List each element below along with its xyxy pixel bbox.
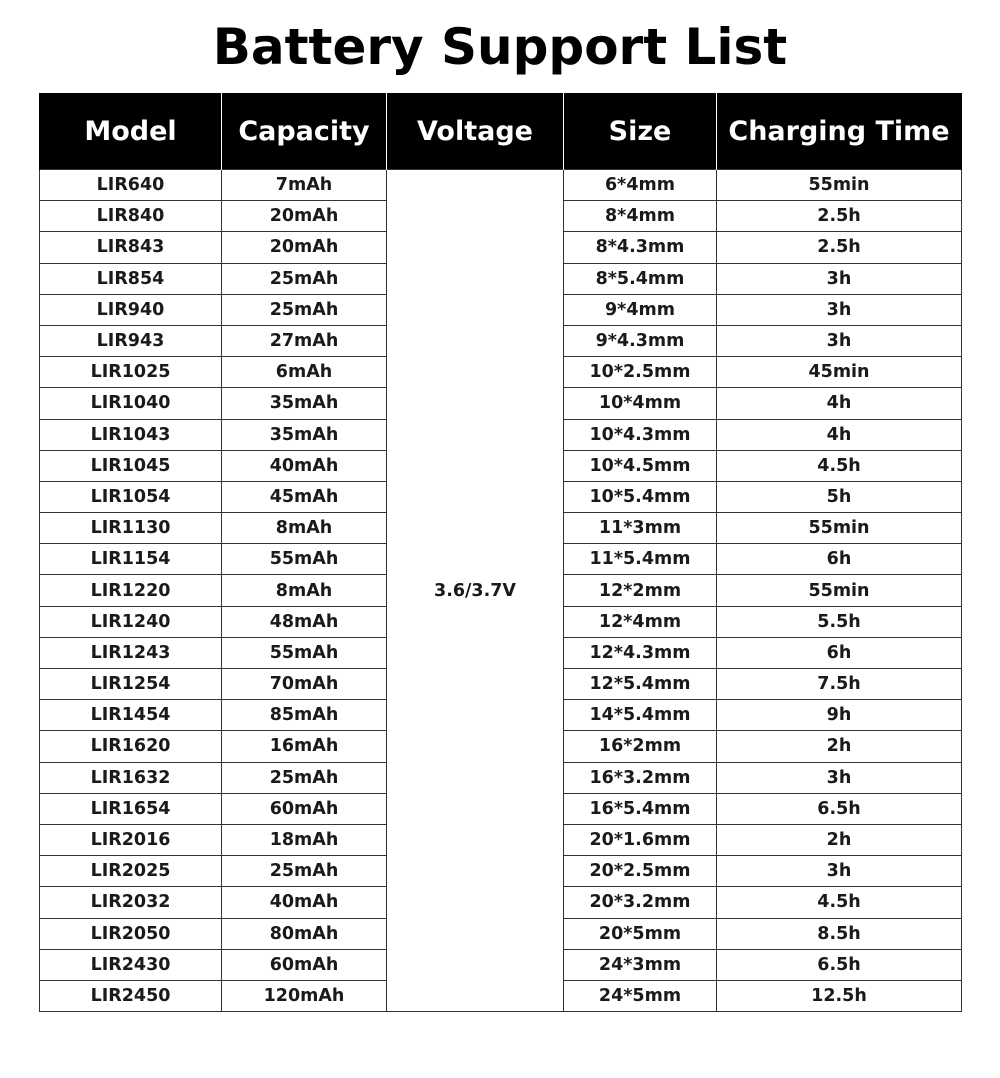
capacity-cell: 120mAh	[222, 980, 387, 1011]
capacity-cell: 16mAh	[222, 731, 387, 762]
model-cell: LIR1632	[40, 762, 222, 793]
model-cell: LIR1254	[40, 669, 222, 700]
model-cell: LIR1043	[40, 419, 222, 450]
size-cell: 24*5mm	[564, 980, 717, 1011]
capacity-cell: 55mAh	[222, 637, 387, 668]
size-cell: 16*5.4mm	[564, 793, 717, 824]
capacity-cell: 40mAh	[222, 450, 387, 481]
charging-time-cell: 4h	[717, 419, 962, 450]
capacity-cell: 8mAh	[222, 513, 387, 544]
model-cell: LIR1220	[40, 575, 222, 606]
capacity-cell: 35mAh	[222, 388, 387, 419]
size-cell: 12*2mm	[564, 575, 717, 606]
capacity-cell: 8mAh	[222, 575, 387, 606]
column-header-voltage: Voltage	[387, 93, 564, 170]
capacity-cell: 25mAh	[222, 856, 387, 887]
size-cell: 20*1.6mm	[564, 824, 717, 855]
size-cell: 9*4.3mm	[564, 325, 717, 356]
charging-time-cell: 6.5h	[717, 949, 962, 980]
capacity-cell: 40mAh	[222, 887, 387, 918]
model-cell: LIR1045	[40, 450, 222, 481]
size-cell: 10*5.4mm	[564, 481, 717, 512]
column-header-model: Model	[40, 93, 222, 170]
size-cell: 6*4mm	[564, 170, 717, 201]
model-cell: LIR1243	[40, 637, 222, 668]
capacity-cell: 70mAh	[222, 669, 387, 700]
table-header-row	[40, 93, 962, 170]
capacity-cell: 20mAh	[222, 201, 387, 232]
capacity-cell: 85mAh	[222, 700, 387, 731]
charging-time-cell: 3h	[717, 263, 962, 294]
capacity-cell: 25mAh	[222, 263, 387, 294]
model-cell: LIR1040	[40, 388, 222, 419]
table-body	[40, 170, 962, 1012]
model-cell: LIR843	[40, 232, 222, 263]
charging-time-cell: 4.5h	[717, 887, 962, 918]
charging-time-cell: 4h	[717, 388, 962, 419]
size-cell: 8*4.3mm	[564, 232, 717, 263]
capacity-cell: 55mAh	[222, 544, 387, 575]
size-cell: 16*3.2mm	[564, 762, 717, 793]
charging-time-cell: 2.5h	[717, 201, 962, 232]
model-cell: LIR2050	[40, 918, 222, 949]
charging-time-cell: 3h	[717, 762, 962, 793]
model-cell: LIR640	[40, 170, 222, 201]
charging-time-cell: 7.5h	[717, 669, 962, 700]
capacity-cell: 48mAh	[222, 606, 387, 637]
capacity-cell: 7mAh	[222, 170, 387, 201]
size-cell: 20*2.5mm	[564, 856, 717, 887]
charging-time-cell: 6.5h	[717, 793, 962, 824]
size-cell: 10*2.5mm	[564, 357, 717, 388]
model-cell: LIR1130	[40, 513, 222, 544]
charging-time-cell: 4.5h	[717, 450, 962, 481]
charging-time-cell: 45min	[717, 357, 962, 388]
capacity-cell: 27mAh	[222, 325, 387, 356]
column-header-capacity: Capacity	[222, 93, 387, 170]
model-cell: LIR1154	[40, 544, 222, 575]
size-cell: 11*5.4mm	[564, 544, 717, 575]
capacity-cell: 35mAh	[222, 419, 387, 450]
model-cell: LIR943	[40, 325, 222, 356]
charging-time-cell: 9h	[717, 700, 962, 731]
capacity-cell: 25mAh	[222, 294, 387, 325]
capacity-cell: 45mAh	[222, 481, 387, 512]
charging-time-cell: 6h	[717, 544, 962, 575]
column-header-size: Size	[564, 93, 717, 170]
capacity-cell: 25mAh	[222, 762, 387, 793]
model-cell: LIR1054	[40, 481, 222, 512]
capacity-cell: 60mAh	[222, 793, 387, 824]
size-cell: 20*3.2mm	[564, 887, 717, 918]
capacity-cell: 20mAh	[222, 232, 387, 263]
size-cell: 12*4mm	[564, 606, 717, 637]
model-cell: LIR1454	[40, 700, 222, 731]
model-cell: LIR854	[40, 263, 222, 294]
size-cell: 9*4mm	[564, 294, 717, 325]
charging-time-cell: 3h	[717, 856, 962, 887]
size-cell: 14*5.4mm	[564, 700, 717, 731]
charging-time-cell: 55min	[717, 513, 962, 544]
size-cell: 12*5.4mm	[564, 669, 717, 700]
charging-time-cell: 5.5h	[717, 606, 962, 637]
size-cell: 8*4mm	[564, 201, 717, 232]
charging-time-cell: 2.5h	[717, 232, 962, 263]
model-cell: LIR1025	[40, 357, 222, 388]
table-row	[40, 170, 962, 201]
model-cell: LIR1240	[40, 606, 222, 637]
size-cell: 10*4mm	[564, 388, 717, 419]
model-cell: LIR2450	[40, 980, 222, 1011]
model-cell: LIR1654	[40, 793, 222, 824]
size-cell: 11*3mm	[564, 513, 717, 544]
capacity-cell: 6mAh	[222, 357, 387, 388]
charging-time-cell: 8.5h	[717, 918, 962, 949]
charging-time-cell: 55min	[717, 575, 962, 606]
model-cell: LIR2032	[40, 887, 222, 918]
model-cell: LIR940	[40, 294, 222, 325]
charging-time-cell: 55min	[717, 170, 962, 201]
model-cell: LIR2016	[40, 824, 222, 855]
battery-support-table	[39, 93, 962, 1012]
capacity-cell: 80mAh	[222, 918, 387, 949]
model-cell: LIR2430	[40, 949, 222, 980]
size-cell: 10*4.5mm	[564, 450, 717, 481]
model-cell: LIR840	[40, 201, 222, 232]
charging-time-cell: 3h	[717, 294, 962, 325]
charging-time-cell: 6h	[717, 637, 962, 668]
charging-time-cell: 2h	[717, 731, 962, 762]
capacity-cell: 60mAh	[222, 949, 387, 980]
voltage-cell: 3.6/3.7V	[387, 170, 564, 1012]
model-cell: LIR1620	[40, 731, 222, 762]
size-cell: 20*5mm	[564, 918, 717, 949]
size-cell: 8*5.4mm	[564, 263, 717, 294]
size-cell: 24*3mm	[564, 949, 717, 980]
charging-time-cell: 12.5h	[717, 980, 962, 1011]
column-header-charging-time: Charging Time	[717, 93, 962, 170]
size-cell: 12*4.3mm	[564, 637, 717, 668]
size-cell: 16*2mm	[564, 731, 717, 762]
size-cell: 10*4.3mm	[564, 419, 717, 450]
charging-time-cell: 3h	[717, 325, 962, 356]
charging-time-cell: 2h	[717, 824, 962, 855]
page-title: Battery Support List	[212, 18, 788, 76]
capacity-cell: 18mAh	[222, 824, 387, 855]
model-cell: LIR2025	[40, 856, 222, 887]
charging-time-cell: 5h	[717, 481, 962, 512]
